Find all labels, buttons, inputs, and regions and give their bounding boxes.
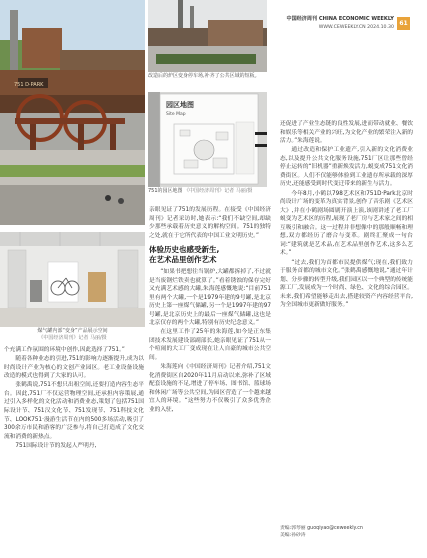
- url-date: WWW.CEWEEKLY.CN 2024.10.30: [318, 25, 394, 30]
- photo-tank-interior-store: [0, 232, 145, 327]
- designer-credit: 美编:孙砂涛: [280, 533, 306, 538]
- page-footer: [280, 525, 415, 539]
- magazine-title: 中国经济周刊 CHINA ECONOMIC WEEKLY: [286, 16, 394, 22]
- page-number: 61: [399, 20, 408, 27]
- column-1: [4, 346, 144, 451]
- caption-site-map-credit: 《中国经济周刊》记者 马丽/摄: [184, 188, 253, 194]
- caption-store-text: 煤气罐内部“变身”产品展示空间: [37, 328, 108, 334]
- caption-site-map: [148, 188, 273, 195]
- page-number-badge: [397, 17, 410, 30]
- photo-parking-lot: [148, 0, 267, 72]
- col2-paragraph-2: “如果书把想往当锅炉,大罐都拆掉了,不过就是当废钢烂铁卖也就算了。”看着锈蚀的保存完好又充满艺术感的大罐,朱海莲感慨地说:“目前751里有两个大罐,一个是1979年建的9号罐,是北京历史上第一座煤气储罐,另一个是1997年建的97号罐,是北京历史上的最后一座煤气储罐,这也是北京仅存的两个大罐,特别有历史纪念意义。”: [149, 268, 271, 327]
- col3-paragraph-1: 还促进了产业生态链的良性发展,进而带动就业、餐饮和娱乐等相关产业的兴旺,为文化产业的繁荣注入新的活力。”朱海莲说。: [280, 121, 413, 145]
- column-2: [149, 206, 271, 415]
- col3-paragraph-3: 今年8月,小鹤以798艺术区和751D·Park北京时尚设计广场的变革为真实背景,创作了音乐剧《艺术区大》,并在小鹤剧场圆剧开演上演,该剧讲述了老工厂蜕变为艺术区的历程,展现了老厂房与艺术家之间的相互吸引和融合。这一过程并非想像中的那般顺畅和理想,双方都经历了磨合与变革。剧终汇聚成一句台词:“建筑就是艺术品,在艺术品里创作艺术,这多么艺术。”: [280, 190, 413, 257]
- section-heading-line-2: 在艺术品里创作艺术: [149, 255, 217, 265]
- editor-credit: 责编:郭琴丽 guoqiyao@ceweekly.cn: [280, 526, 363, 531]
- map-sign-subtitle: Site Map: [166, 112, 186, 117]
- factory-sign-text: 751 D·PARK: [14, 82, 44, 88]
- col1-paragraph-2: 随着各种业态的引进,751的影响力逐渐提升,成为以时尚设计产业为核心的文创产业园区。老工业设备设施改造的模式也得到了大家的认可。: [4, 356, 144, 380]
- col2-paragraph-1: 亲眼见证了751的发展历程。在接受《中国经济周刊》记者采访时,她表示:“我们不缺空间,却缺少那些承载着历史意义的解构空间。751的独特之处,就在于它所代表的中国工业文明历史。”: [149, 207, 271, 239]
- page-header: [282, 15, 414, 35]
- caption-site-map-text: 751的园区地图: [148, 188, 183, 194]
- col2-paragraph-3: 在这里工作了25年的朱海莲,如今是正东集团技术发展建设部副部长,她亲眼见证了751从一个喧闹的大工厂变成现在让人自豪的城市公共空间。: [149, 329, 271, 362]
- col3-paragraph-2: 通过改造和保护工业遗产,引入新的文化消费业态,以及提升公共文化服务设施,751厂区让那些曾经停止运转的“旧机器”重新焕发活力,蜕变成751文化消费街区。人们不仅能够体验到工业遗存所承载的深厚历史,还能感受到时代变迁带来的新生与活力。: [280, 147, 413, 188]
- caption-store-credit: 《中国经济周刊》记者 马丽/摄: [38, 335, 107, 342]
- caption-store: [0, 328, 145, 342]
- photo-site-map: [148, 92, 267, 187]
- col2-paragraph-4: 朱海莲向《中国经济周刊》记者介绍,751文化消费街区自2020年11月启动以来,弥补了区域配套设施的不足,增进了停车场、图书馆、篮球场和休闲广场等公共空间,为园区营造了一个越来越宜人的环境。“这些努力不仅吸引了众多优秀企业的入驻,: [149, 364, 271, 413]
- col1-paragraph-4: 751国际设计节的发起人严明丹,: [15, 442, 97, 449]
- caption-parking-lot: 改造后的炉区变身停车场,补齐了公共区域的短板。: [148, 73, 260, 79]
- section-heading-line-1: 体验历史也感受新生,: [149, 244, 220, 254]
- photo-factory-exterior: [0, 0, 145, 225]
- column-3: [280, 120, 413, 310]
- col1-paragraph-3: 张鹤禹说,751不想只出租空间,还要打造内容生态平台。因此,751厂不仅运营物理空间,还承担内容策展,通过引入多样化的文化活动和消费业态,策划了包括751国际设计节、751汉文化节、751发现节、751科技文化节、LOOK751·漫游生活节在内的500多场活动,吸引了300余万市民和游客的广泛参与,将自己打造成了文化交流和消费的新热点。: [4, 382, 144, 440]
- map-sign-title: 园区地图: [166, 101, 194, 109]
- col1-paragraph-1: 个充满工作氛围的环境中创作,因此选择了751。”: [4, 347, 125, 353]
- col3-paragraph-4: “过去,我们为首都市民提供煤气;现在,我们致力于服务首都的城市文化。”张鹤禹感慨地说,“通过年计划、分步骤的转型升级,我们园区以一个典型的传统能源工厂,发展成为一个时尚、绿色、文化的综合园区。未来,我们希望能够走出去,搭建较资产内容经营平台,为全国城市更新做好服务。”: [280, 259, 413, 309]
